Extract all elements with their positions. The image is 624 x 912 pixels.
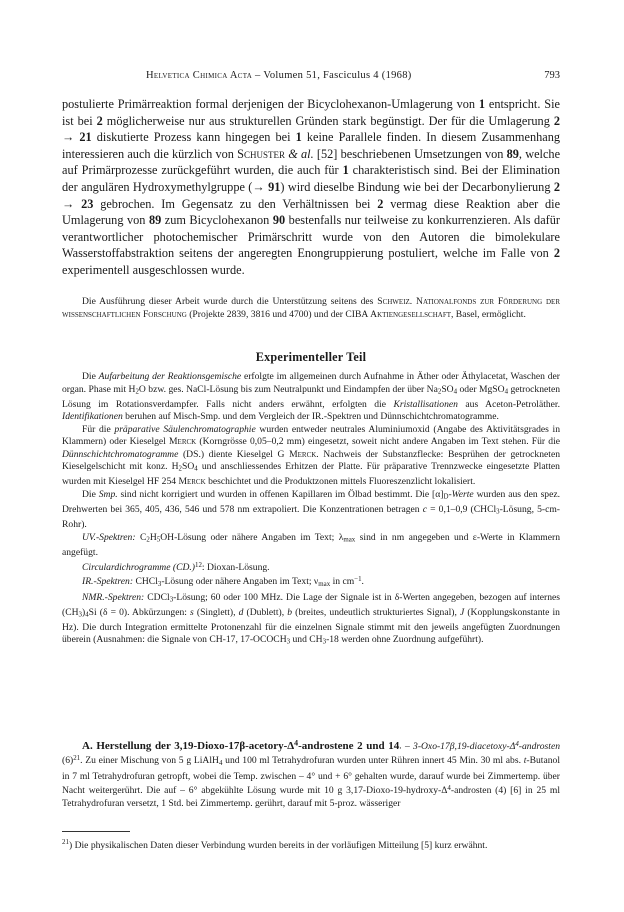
subscript: 4: [85, 611, 89, 619]
text-run: getrockneten Lösung im Rotationsverdampfer. Falls nicht anders erwähnt, erfolgten die: [62, 383, 560, 410]
text-run: -Lösung oder nähere Angaben im Text; ν: [161, 576, 319, 588]
text-run: -androsten: [518, 740, 560, 752]
italic-term: d: [238, 606, 244, 618]
text-run: (Korngrösse 0,05–0,2 mm) eingesetzt, soweit nicht andere Angaben im Text stehen. Für die: [199, 436, 560, 448]
text-run: und CH: [292, 634, 323, 646]
subscript: 2: [146, 536, 150, 544]
text-run: ): [81, 606, 86, 618]
text-run: -Lösung, 5-cm-Rohr).: [62, 504, 560, 531]
text-run: Die: [82, 488, 96, 500]
text-run: . –: [399, 740, 410, 752]
subscript: 3: [157, 581, 162, 589]
text-run: = 0,1–0,9 (CHCl: [430, 504, 497, 516]
text-run: C: [139, 531, 147, 543]
text-run: SO: [182, 461, 195, 473]
compound-number: 2: [553, 246, 560, 261]
intro-paragraph: [62, 96, 560, 279]
subscript: 4: [218, 759, 223, 767]
text-run: CHCl: [135, 576, 158, 588]
subscript: 5: [156, 536, 161, 544]
compound-number: 1: [478, 97, 486, 111]
procedure-heading: [82, 740, 399, 752]
text-run: beruhen auf Misch-Smp. und dem Vergleich der IR.-Spektren und Dünnschichtchromatogramme.: [125, 411, 499, 423]
italic-term: präparative Säulenchromatographie: [114, 423, 256, 435]
compound-number: 90: [272, 213, 286, 228]
text-run: -Butanol in 7 ml Tetrahydrofuran getropft, wobei die Temp. zwischen – 4° und + 6° gehalten wurde, darauf wurde bei Zimmertemp. über Nacht weitergerührt. Die auf – 6° abgekühlte Lösung wurde mit 10 g 3,17-Dioxo-19-hydroxy-Δ: [62, 755, 560, 797]
text-run: (Kopplungskonstante in Hz). Die durch Integration ermittelte Protonenzahl für die einzelnen Signale stimmt mit den jeweils angefügten Zuordnungen überein (Ausnahmen: die Signale von CH-17, 17-OCOCH: [62, 606, 560, 646]
text-run: Die Ausführung dieser Arbeit wurde durch die Unterstützung seitens des: [82, 296, 374, 307]
text-run: (DS.) diente Kieselgel G: [182, 448, 285, 460]
compound-number: 2: [553, 113, 560, 128]
superscript: 4: [515, 740, 519, 748]
subscript: 3: [496, 508, 500, 516]
text-run: diskutierte Prozess kann hingegen bei: [96, 130, 291, 145]
text-run: Si (δ = 0). Abkürzungen:: [88, 606, 187, 618]
nmr-paragraph: [62, 592, 560, 650]
text-run: O bzw. ges. NaCl-Lösung bis zum Neutralpunkt und Eindampfen der über Na: [138, 383, 438, 395]
company-name: Aktiengesellschaft: [370, 308, 451, 320]
text-run: SO: [441, 383, 454, 395]
superscript: 12: [194, 561, 202, 569]
italic-term: J: [459, 606, 465, 618]
compound-name: [413, 741, 560, 752]
compound-number: 89: [506, 146, 519, 161]
subscript: 2: [178, 465, 182, 473]
text-run: -androsten (4) [6] in 25 ml Tetrahydrofuran versetzt, 1 Std. bei Zimmertemp. gerührt, darauf mit 5-proz. wässeriger: [62, 785, 560, 809]
footnote-reference[interactable]: 21: [73, 755, 81, 763]
text-run: Die: [82, 371, 96, 382]
subscript: 4: [504, 388, 509, 396]
text-run: sind in nm angegeben und ε-Werte in Klammern angefügt.: [62, 531, 560, 559]
funding-agency: Schweiz. Nationalfonds zur Förderung der wissenschaftlichen Forschung: [62, 296, 560, 320]
procedure-section-a: [62, 737, 560, 810]
italic-term: Aufarbeitung der Reaktionsgemische: [98, 371, 242, 382]
text-run: , welche auf Primärprozesse zurückgeführt wurden, die auch für: [62, 146, 561, 178]
subscript: max: [343, 536, 356, 544]
text-run: (Projekte 2839, 3816 und 4700) und der CIBA: [189, 308, 368, 320]
footnote-mark: 21: [62, 838, 69, 846]
supplier-name: Merck: [169, 436, 197, 448]
text-run: 3-Oxo-17β,19-diacetoxy-Δ: [413, 740, 516, 752]
text-run: aus Aceton-Petroläther.: [465, 398, 560, 410]
text-run: vermag diese Reaktion aber die Umlagerung von: [62, 196, 561, 228]
text-run: (6): [62, 755, 74, 767]
text-run: (Singlett),: [196, 606, 236, 618]
text-run: -androstene: [298, 739, 354, 752]
footnote-text: ) Die physikalischen Daten dieser Verbindung wurden bereits in der vorläufigen Mitteilung [5] kurz erwähnt.: [69, 840, 488, 852]
compound-number: 2: [357, 739, 363, 752]
melting-point-paragraph: [62, 489, 560, 532]
section-heading: Experimenteller Teil: [255, 350, 367, 364]
text-run: Für die: [82, 423, 111, 435]
subscript: 2: [437, 388, 442, 396]
ir-paragraph: [62, 574, 560, 591]
chromatography-paragraph: [62, 424, 560, 489]
procedure-paragraph: [62, 737, 560, 810]
text-run: postulierte Primärreaktion formal derjenigen der Bicyclohexanon-Umlagerung von: [62, 97, 476, 111]
text-run: und: [366, 739, 385, 752]
arrow-symbol: →: [62, 130, 75, 145]
text-run: CDCl: [147, 591, 170, 603]
italic-term: NMR.-Spektren:: [82, 591, 145, 603]
text-run: (breites, undeutlich strukturiertes Signal),: [295, 606, 457, 618]
footnote: [62, 836, 560, 853]
text-run: experimentell ausgeschlossen wurde.: [62, 262, 245, 277]
text-run: entspricht. Sie ist bei: [62, 97, 560, 128]
acknowledgement: [62, 296, 560, 321]
text-run: OH-Lösung oder nähere Angaben im Text; λ: [160, 531, 344, 543]
italic-term: c: [422, 504, 427, 516]
text-run: möglicherweise nur aus strukturellen Gründen stark begünstigt. Der für die Umlagerung: [106, 113, 550, 128]
text-run: in cm: [332, 576, 355, 588]
author-name: Schuster: [237, 146, 286, 161]
italic-term: b: [287, 606, 293, 618]
supplier-name: Merck: [289, 448, 317, 460]
subscript: max: [318, 581, 331, 589]
footnote-divider: [62, 831, 130, 832]
compound-number: 1: [342, 163, 349, 178]
compound-number: 2: [377, 196, 384, 211]
compound-number: 14: [388, 739, 400, 752]
italic-term: Kristallisationen: [393, 398, 458, 410]
acknowledgement-text: [62, 296, 560, 321]
text-run: . Zu einer Mischung von 5 g LiAlH: [80, 755, 219, 767]
italic-term: -Werte: [448, 488, 474, 500]
text-run: ) wird dieselbe Bindung wie bei der Decarbonylierung: [280, 179, 551, 194]
subscript: 4: [453, 388, 458, 396]
compound-number: 21: [79, 130, 92, 145]
subscript: 2: [135, 388, 139, 396]
compound-number: 89: [148, 213, 162, 228]
compound-number: 23: [81, 196, 94, 211]
compound-number: 2: [553, 179, 561, 194]
text-run: . Nachweis der Substanzflecke: Besprühen der getrockneten Kieselgelschicht mit konz. H: [62, 448, 560, 473]
subscript: 3: [322, 639, 327, 647]
arrow-symbol: →: [62, 196, 75, 211]
italic-term: Smp.: [98, 488, 118, 500]
italic-term: Circulardichrogramme (CD.): [82, 561, 195, 573]
compound-number: 91: [268, 179, 281, 194]
italic-term: s: [190, 606, 194, 618]
italic-term: Dünnschichtchromatogramme: [62, 448, 179, 460]
text-run: : Dioxan-Lösung.: [201, 561, 270, 573]
text-run: wurden entweder neutrales Aluminiumoxid (Angabe des Aktivitätsgrades in Klammern) oder Kieselgel: [62, 423, 560, 448]
text-run: keine Parallele finden. In diesem Zusammenhang interessieren auch die kürzlich von: [62, 130, 560, 161]
text-run: H: [149, 531, 157, 543]
text-run: charakteristisch sind. Bei der Elimination der angulären Hydroxymethylgruppe (→: [62, 163, 560, 194]
subscript: 3: [286, 639, 291, 647]
page-number: 793: [544, 70, 560, 81]
superscript: 4: [294, 738, 299, 747]
text-run: gebrochen. Im Gegensatz zu den Verhältnissen bei: [100, 196, 371, 211]
text-run: .: [361, 576, 364, 588]
text-run: -Lösung; 60 oder 100 MHz. Die Lage der Signale ist in δ-Werten angegeben, bezogen auf internes (CH: [62, 591, 561, 618]
text-run: , Basel, ermöglicht.: [451, 308, 526, 320]
volume-info: Volumen 51, Fasciculus 4 (1968): [263, 70, 412, 81]
cd-paragraph: [62, 560, 560, 575]
compound-number: 1: [295, 130, 302, 145]
subscript: 3: [78, 611, 82, 619]
intro-text: [62, 96, 560, 279]
subscript: D: [443, 493, 449, 501]
text-run: und 100 ml Tetrahydrofuran wurden unter Rühren innert 45 Min. 30 ml abs.: [225, 755, 521, 767]
workup-paragraph: [62, 371, 560, 424]
text-run: (Dublett),: [246, 606, 285, 618]
italic-term: IR.-Spektren:: [82, 576, 134, 588]
text-run: erfolgte im allgemeinen durch Aufnahme in Äther oder Äthylacetat, Waschen der organ. Phase mit H: [62, 371, 560, 395]
text-run: A. Herstellung der 3,19-Dioxo-17β-acetory-Δ: [82, 739, 295, 752]
journal-name: Helvetica Chimica Acta: [146, 70, 253, 81]
compound-number: 2: [96, 113, 103, 128]
text-run: sind nicht korrigiert und wurden in offenen Kapillaren im Ölbad bestimmt. Die [α]: [120, 488, 444, 500]
header-title: Helvetica Chimica Acta – Volumen 51, Fasciculus 4 (1968): [146, 70, 412, 81]
uv-paragraph: [62, 532, 560, 560]
superscript: −1: [354, 576, 362, 584]
text-run: beschichtet und die Produktzonen mittels Fluoreszenzlicht lokalisiert.: [208, 476, 476, 488]
running-header: [62, 70, 560, 84]
text-run: und anschliessendes Erhitzen der Platte. Für präparative Trennzwecke eingesetzte Platten wurden mit Kieselgel HF 254: [62, 461, 560, 488]
et-al: & al.: [288, 146, 314, 161]
text-run: -18 werden ohne Zuordnung aufgeführt).: [326, 634, 484, 646]
italic-term: t: [523, 755, 527, 767]
text-run: oder MgSO: [459, 383, 505, 395]
text-run: [52] beschriebenen Umsetzungen von: [316, 146, 504, 161]
subscript: 3: [169, 596, 174, 604]
superscript: 4: [447, 785, 451, 793]
text-run: bestenfalls nur teilweise zu konkurrenzieren. Als dafür verantwortlicher photochemischer Primärschritt wurde von den Autoren die bimolekulare Wasserstoffabstraktion seitens der angeregten Enongruppierung postuliert, welche im Falle von: [62, 213, 561, 261]
italic-term: Identifikationen: [62, 411, 123, 423]
text-run: zum Bicyclohexanon: [164, 213, 270, 228]
subscript: 4: [194, 465, 198, 473]
text-run: wurden aus den spez. Drehwerten bei 365, 405, 436, 546 und 578 nm extrapoliert. Die Konzentrationen betragen: [62, 488, 561, 516]
supplier-name: Merck: [178, 476, 206, 488]
experimental-section: [62, 371, 560, 650]
italic-term: UV.-Spektren:: [82, 531, 136, 543]
